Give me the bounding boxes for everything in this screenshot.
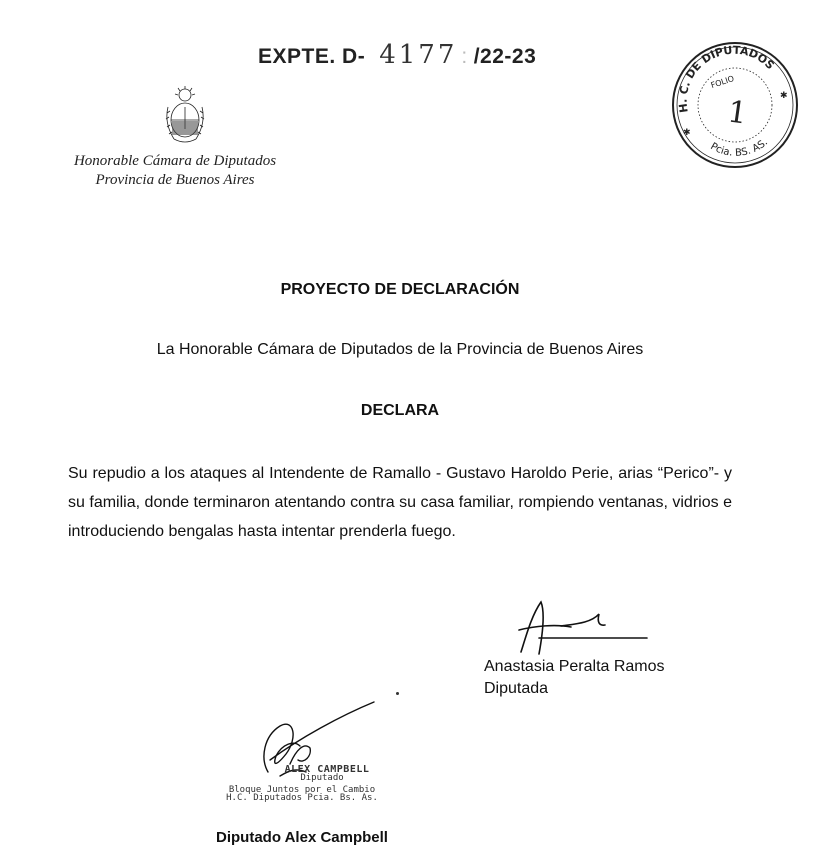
document-issuer: La Honorable Cámara de Diputados de la Provincia de Buenos Aires [156,341,644,358]
institution-line2: Provincia de Buenos Aires [95,172,255,188]
document-body: Su repudio a los ataques al Intendente de Ramallo - Gustavo Haroldo Perie, arias “Perico”- y su familia, donde terminaron atentando contra su casa familiar, rompiendo ventanas, vidrios e introduciendo bengalas hasta intentar prenderla fuego. [68,465,732,540]
stamp-chamber: H.C. Diputados Pcia. Bs. As. [226,793,378,803]
expediente-handwritten-number: 4177 [379,40,458,70]
campbell-stamp [222,764,382,803]
stamp-bloc: Bloque Juntos por el Cambio [228,785,376,795]
stamp-name: ALEX CAMPBELL [284,764,370,775]
expediente-number [258,40,536,70]
expediente-year: /22-23 [473,45,537,68]
expediente-separator: : [461,45,468,68]
signer1-role: Diputada [484,680,549,697]
signer1-name: Anastasia Peralta Ramos [484,658,665,675]
stamp-star-right-icon: ✱ [780,90,788,100]
folio-stamp [670,40,800,170]
stamp-bottom-text: Pcia. BS. AS. [708,137,771,159]
signer2-name: Diputado Alex Campbell [216,829,388,846]
stamp-top-text: H. C. DE DIPUTADOS [676,43,777,114]
expediente-prefix: EXPTE. D- [258,45,366,68]
signature-peralta-ramos [515,596,655,658]
coat-of-arms-icon [160,85,210,147]
institution-line1: Honorable Cámara de Diputados [73,153,277,169]
ink-dot [396,692,399,695]
institution-name [60,152,290,190]
stamp-folio-label: FOLIO [709,74,736,91]
document-title: PROYECTO DE DECLARACIÓN [280,281,520,298]
stamp-star-left-icon: ✱ [683,127,691,137]
stamp-folio-number: 1 [725,94,750,132]
document-action: DECLARA [360,402,440,419]
stamp-role: Diputado [300,773,344,783]
